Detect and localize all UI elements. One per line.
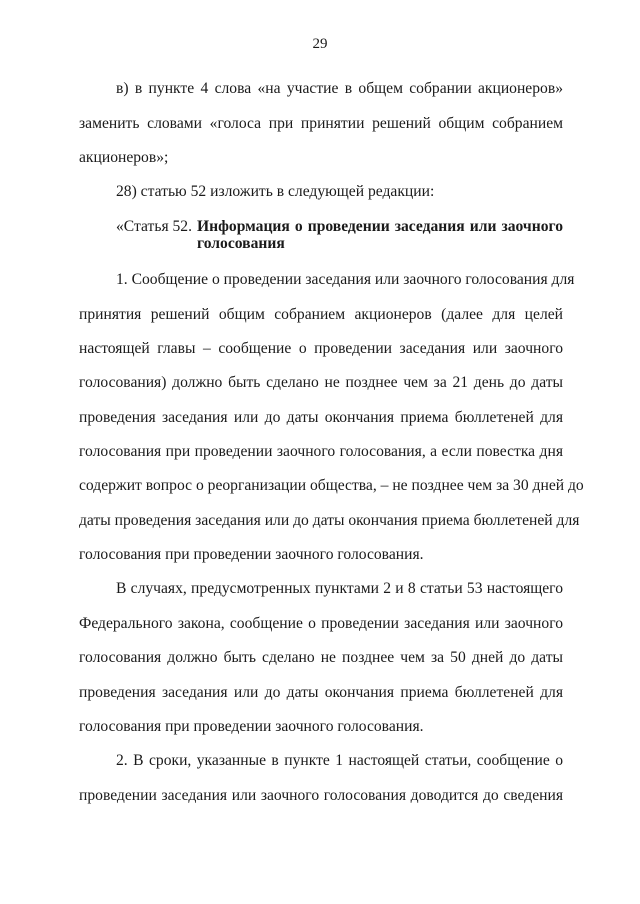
text-line: 1. Сообщение о проведении заседания или заочного голосования для <box>116 271 575 288</box>
text-line: проведения заседания или до даты окончания приема бюллетеней для <box>79 684 563 701</box>
text-line: 28) статью 52 изложить в следующей редакции: <box>116 183 435 200</box>
article-title-line: Информация о проведении заседания или заочного <box>197 218 563 235</box>
text-line: голосования при проведении заочного голосования, а если повестка дня <box>79 443 563 460</box>
text-line: голосования должно быть сделано не позднее чем за 50 дней до даты <box>79 649 563 666</box>
text-line: заменить словами «голоса при принятии решений общим собранием <box>79 115 563 132</box>
article-title-line: голосования <box>197 235 285 252</box>
page-number: 29 <box>312 36 328 52</box>
text-line: содержит вопрос о реорганизации общества, – не позднее чем за 30 дней до <box>79 477 584 494</box>
text-line: голосования при проведении заочного голосования. <box>79 546 424 563</box>
text-line: 2. В сроки, указанные в пункте 1 настоящей статьи, сообщение о <box>116 752 563 769</box>
text-line: голосования) должно быть сделано не позднее чем за 21 день до даты <box>79 374 563 391</box>
text-line: акционеров»; <box>79 149 169 166</box>
text-line: принятия решений общим собранием акционеров (далее для целей <box>79 306 563 323</box>
text-line: даты проведения заседания или до даты окончания приема бюллетеней для <box>79 512 580 529</box>
text-line: в) в пункте 4 слова «на участие в общем собрании акционеров» <box>116 80 563 97</box>
text-line: голосования при проведении заочного голосования. <box>79 718 424 735</box>
text-line: проведении заседания или заочного голосования доводится до сведения <box>79 787 563 804</box>
text-line: В случаях, предусмотренных пунктами 2 и 8 статьи 53 настоящего <box>116 580 563 597</box>
article-label: «Статья 52. <box>116 218 193 235</box>
text-line: настоящей главы – сообщение о проведении заседания или заочного <box>79 340 563 357</box>
text-line: Федерального закона, сообщение о проведении заседания или заочного <box>79 615 563 632</box>
article-title <box>197 218 563 252</box>
text-line: проведения заседания или до даты окончания приема бюллетеней для <box>79 409 563 426</box>
